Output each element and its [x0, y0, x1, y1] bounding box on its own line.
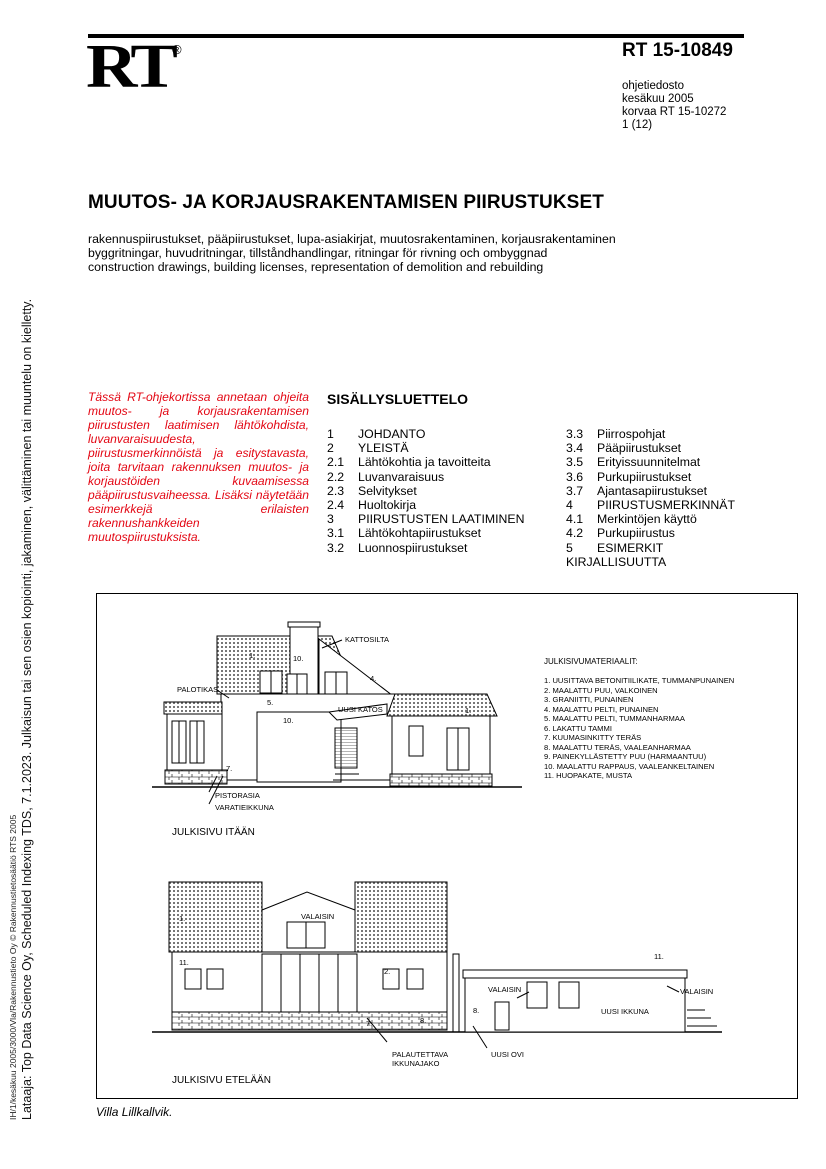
keywords: [88, 232, 616, 274]
material-item: 4. MAALATTU PELTI, PUNAINEN: [544, 704, 659, 714]
toc-item-number: 3.5: [566, 455, 584, 470]
side-copyright: IH/1/kesäkuu 2005/3000/Vla/Rakennustieto Oy © Rakennustietosäätiö RTS 2005: [8, 814, 18, 1120]
toc-item: [566, 470, 735, 484]
materials-title: JULKISIVUMATERIAALIT:: [544, 657, 638, 666]
label-num: 7.: [226, 764, 233, 773]
elevation-figure: [96, 593, 798, 1099]
toc-item-number: 5: [566, 540, 573, 555]
view-label-south: JULKISIVU ETELÄÄN: [172, 1075, 271, 1086]
header-rule: [88, 34, 744, 38]
toc-item-label: Selvitykset: [358, 483, 417, 498]
toc-item-label: PIIRUSTUSMERKINNÄT: [597, 498, 736, 513]
material-item: 8. MAALATTU TERÄS, VAALEANHARMAA: [544, 742, 691, 752]
toc-item-label: Piirrospohjat: [597, 427, 666, 441]
side-download-notice: Lataaja: Top Data Science Oy, Scheduled Indexing TDS, 7.1.2023. Julkaisun tai sen osien kopiointi, jakaminen, välittäminen tai muuntelu on kielletty.: [20, 298, 34, 1120]
label-uusi-ovi: UUSI OVI: [491, 1050, 524, 1059]
material-item: 6. LAKATTU TAMMI: [544, 723, 612, 733]
label-palotikas: PALOTIKAS: [177, 685, 219, 694]
material-item: 11. HUOPAKATE, MUSTA: [544, 771, 633, 780]
material-item: 7. KUUMASINKITTY TERÄS: [544, 733, 642, 742]
meta-line: korvaa RT 15-10272: [622, 106, 727, 118]
label-num: 7.: [366, 1019, 373, 1028]
toc-item: [566, 484, 735, 498]
label-num: 5.: [267, 698, 274, 707]
toc-item-number: 3.6: [566, 469, 584, 484]
toc-item-label: ESIMERKIT: [597, 540, 664, 555]
toc-item-label: Purkupiirustus: [597, 526, 675, 541]
toc-item-number: 1: [327, 427, 334, 441]
toc-item-label: PIIRUSTUSTEN LAATIMINEN: [358, 512, 525, 527]
label-varatieikkuna: VARATIEIKKUNA: [215, 803, 274, 812]
material-item: 5. MAALATTU PELTI, TUMMANHARMAA: [544, 714, 685, 723]
elevation-drawings: [97, 594, 797, 1098]
toc-item: [327, 441, 524, 455]
toc-item-number: 4.2: [566, 526, 584, 541]
figure-caption: Villa Lillkallvik.: [96, 1105, 173, 1119]
intro-text: Tässä RT-ohjekortissa annetaan ohjeita muutos- ja korjausrakentamisen piirustusten laatimisen lähtökohdista, luvanvaraisuudesta, piirustusmerkinnöistä ja esitystavasta, joita tarvitaan rakennuksen muutos- ja korjaustöiden kuvaamisessa pääpiirustusvaiheessa. Lisäksi näytetään esimerkkejä erilaisten rakennushankkeiden muutospiirustuksista.: [88, 390, 309, 544]
toc-item-number: 3.7: [566, 483, 584, 498]
label-num: 10.: [283, 716, 294, 725]
toc-item-label: Erityissuunnitelmat: [597, 455, 701, 470]
toc-item-label: Purkupiirustukset: [597, 469, 692, 484]
toc-item-number: 4.1: [566, 512, 584, 527]
material-item: 10. MAALATTU RAPPAUS, VAALEANKELTAINEN: [544, 761, 715, 771]
toc-item: [566, 455, 735, 469]
toc-item: [327, 498, 524, 512]
toc-item-label: JOHDANTO: [358, 427, 426, 441]
label-uusi-katos: UUSI KATOS: [338, 705, 383, 714]
toc-item: [327, 541, 524, 555]
toc-item-number: 2.2: [327, 469, 345, 484]
material-item: 1. UUSITTAVA BETONITIILIKATE, TUMMANPUNAINEN: [544, 676, 735, 685]
toc-item-number: 3.2: [327, 540, 345, 555]
toc-item: [566, 526, 735, 540]
label-num: 8.: [420, 1016, 427, 1025]
label-valaisin: VALAISIN: [680, 987, 714, 996]
toc-item-number: 2.1: [327, 455, 345, 470]
toc-item: [327, 484, 524, 498]
toc-item-label: YLEISTÄ: [358, 441, 409, 456]
toc-item-label: Pääpiirustukset: [597, 441, 682, 456]
toc-item-label: Merkintöjen käyttö: [597, 512, 697, 527]
toc-item-number: 3: [327, 512, 334, 527]
keywords-fi: rakennuspiirustukset, pääpiirustukset, lupa-asiakirjat, muutosrakentaminen, korjausrakentaminen: [88, 232, 616, 246]
toc-item: [327, 512, 524, 526]
toc-item-number: 3.3: [566, 427, 584, 441]
label-num: 1.: [179, 914, 186, 923]
registered-mark: ®: [172, 42, 182, 57]
doc-number: RT 15-10849: [622, 40, 733, 61]
toc-item: [327, 470, 524, 484]
toc-item-number: 4: [566, 498, 573, 513]
toc-item: [327, 526, 524, 540]
label-uusi-ikkuna: UUSI IKKUNA: [601, 1007, 649, 1016]
label-num: 11.: [654, 952, 664, 961]
toc-item-literature: KIRJALLISUUTTA: [566, 554, 667, 569]
toc-item-number: 2.3: [327, 483, 345, 498]
toc-title: SISÄLLYSLUETTELO: [327, 391, 469, 407]
label-kattosilta: KATTOSILTA: [345, 635, 390, 644]
toc-item-label: Luonnospiirustukset: [358, 540, 468, 555]
toc-item-number: 3.4: [566, 441, 584, 456]
toc-item: [566, 427, 735, 441]
label-num: 10.: [293, 654, 304, 663]
label-valaisin: VALAISIN: [488, 985, 522, 994]
label-num: 11.: [179, 958, 189, 967]
page-title: MUUTOS- JA KORJAUSRAKENTAMISEN PIIRUSTUKSET: [88, 192, 604, 213]
materials-list: [544, 676, 734, 781]
toc-item: [566, 441, 735, 455]
meta-line: ohjetiedosto: [622, 80, 685, 92]
toc-column-2: [566, 427, 735, 569]
toc-item: [566, 541, 735, 555]
label-ikkunajako: IKKUNAJAKO: [392, 1059, 440, 1068]
meta-line: 1 (12): [622, 119, 653, 131]
label-palautettava: PALAUTETTAVA: [392, 1050, 449, 1059]
keywords-en: construction drawings, building licenses, representation of demolition and rebuilding: [88, 260, 544, 274]
meta-line: kesäkuu 2005: [622, 93, 694, 105]
toc-item: [566, 512, 735, 526]
toc-item: [327, 455, 524, 469]
label-num: 1.: [465, 706, 472, 715]
label-num: 8.: [473, 1006, 480, 1015]
view-label-east: JULKISIVU ITÄÄN: [172, 827, 255, 838]
side-margin-text: [8, 298, 34, 1120]
rt-logo: RT: [86, 33, 174, 101]
label-num: 1.: [249, 651, 256, 660]
label-num: 2.: [384, 967, 391, 976]
toc-item-label: Luvanvaraisuus: [358, 469, 445, 484]
toc-column-1: [327, 427, 524, 555]
toc-item-label: Lähtökohtapiirustukset: [358, 526, 482, 541]
toc-item-number: 2: [327, 441, 334, 456]
label-valaisin: VALAISIN: [301, 912, 335, 921]
keywords-sv: byggritningar, huvudritningar, tillståndhandlingar, ritningar för rivning och ombyggnad: [88, 246, 548, 260]
label-pistorasia: PISTORASIA: [215, 791, 260, 800]
toc-item: [327, 427, 524, 441]
toc-item-label: Lähtökohtia ja tavoitteita: [358, 455, 491, 470]
toc-item-number: 2.4: [327, 498, 345, 513]
label-num: 4.: [370, 674, 377, 683]
doc-meta: [622, 80, 726, 132]
toc-item-label: Huoltokirja: [358, 498, 417, 513]
toc-item: [566, 498, 735, 512]
toc-item-label: Ajantasapiirustukset: [597, 483, 708, 498]
material-item: 9. PAINEKYLLÄSTETTY PUU (HARMAANTUU): [544, 752, 707, 761]
toc-item-number: 3.1: [327, 526, 345, 541]
material-item: 2. MAALATTU PUU, VALKOINEN: [544, 685, 658, 695]
material-item: 3. GRANIITTI, PUNAINEN: [544, 695, 634, 704]
